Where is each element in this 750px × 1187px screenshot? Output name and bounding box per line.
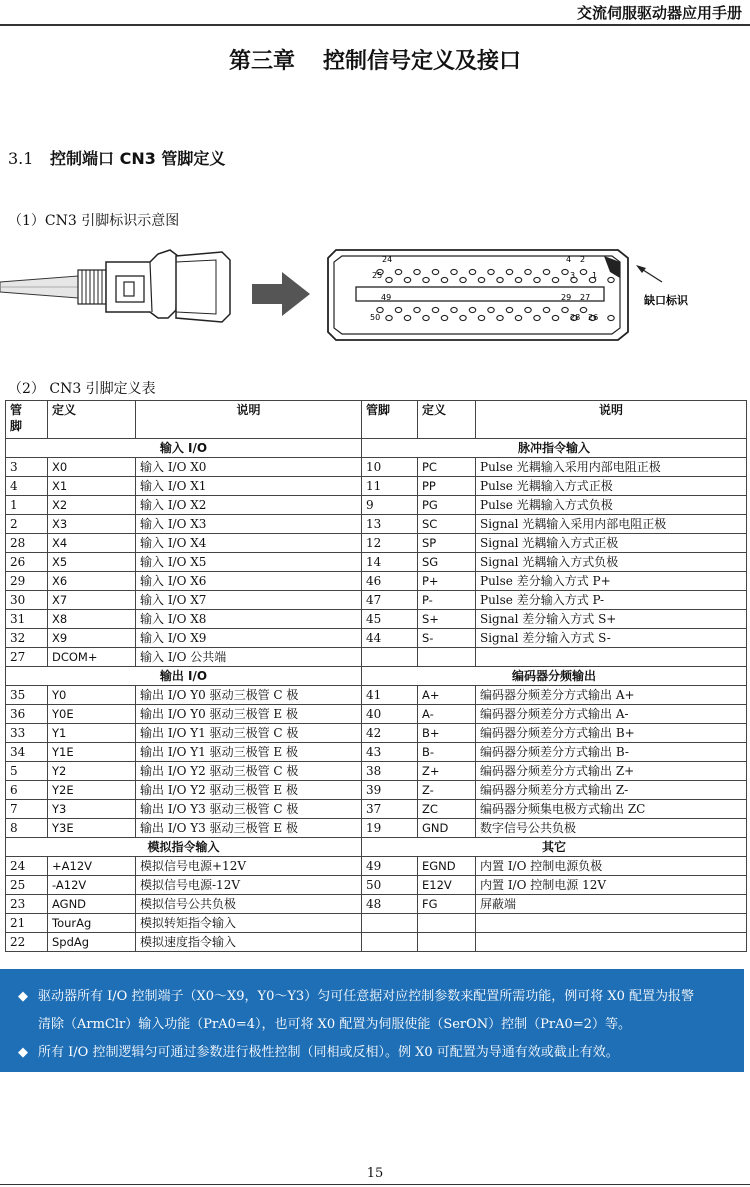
pin-hole <box>460 315 466 320</box>
pin-label-26: 26 <box>588 313 599 322</box>
description-cell: 编码器分频差分方式输出 Z+ <box>476 762 747 781</box>
definition-cell: A+ <box>418 686 476 705</box>
pin-cell: 33 <box>6 724 48 743</box>
description-cell: 模拟信号公共负极 <box>136 895 362 914</box>
header-rule <box>0 24 750 26</box>
description-cell: 输出 I/O Y2 驱动三极管 E 极 <box>136 781 362 800</box>
pin-cell: 45 <box>362 610 418 629</box>
pin-hole <box>386 315 392 320</box>
pin-label-1: 1 <box>592 271 598 280</box>
pin-label-24: 24 <box>382 255 393 264</box>
chapter-heading <box>0 44 750 75</box>
arrow-icon <box>252 272 310 316</box>
section-heading <box>8 146 225 169</box>
description-cell: 数字信号公共负极 <box>476 819 747 838</box>
pin-label-4: 4 <box>566 255 572 264</box>
pin-cell: 12 <box>362 534 418 553</box>
definition-cell: S- <box>418 629 476 648</box>
definition-cell: DCOM+ <box>48 648 136 667</box>
description-cell <box>476 933 747 952</box>
table-row <box>6 591 747 610</box>
pin-cell: 9 <box>362 496 418 515</box>
pin-hole <box>478 277 484 282</box>
pin-cell: 44 <box>362 629 418 648</box>
description-cell: 输入 I/O X2 <box>136 496 362 515</box>
pin-cell: 6 <box>6 781 48 800</box>
definition-cell: PG <box>418 496 476 515</box>
definition-cell: P+ <box>418 572 476 591</box>
description-cell: 输入 I/O X9 <box>136 629 362 648</box>
description-cell: 编码器分频差分方式输出 Z- <box>476 781 747 800</box>
pin-hole <box>414 307 420 312</box>
header-description: 说明 <box>136 401 362 439</box>
definition-cell: Y2 <box>48 762 136 781</box>
description-cell: 输入 I/O X4 <box>136 534 362 553</box>
pin-cell: 26 <box>6 553 48 572</box>
pin-cell: 50 <box>362 876 418 895</box>
description-cell: 模拟信号电源-12V <box>136 876 362 895</box>
definition-cell: GND <box>418 819 476 838</box>
definition-cell <box>418 933 476 952</box>
definition-cell: FG <box>418 895 476 914</box>
section-label-right: 脉冲指令输入 <box>362 439 747 458</box>
pin-cell <box>362 933 418 952</box>
definition-cell: P- <box>418 591 476 610</box>
description-cell: 输出 I/O Y1 驱动三极管 C 极 <box>136 724 362 743</box>
definition-cell: X9 <box>48 629 136 648</box>
description-cell: Pulse 光耦输入采用内部电阻正极 <box>476 458 747 477</box>
pin-cell: 4 <box>6 477 48 496</box>
pin-cell: 30 <box>6 591 48 610</box>
pin-hole <box>460 277 466 282</box>
table-row <box>6 762 747 781</box>
table-row <box>6 610 747 629</box>
definition-cell: +A12V <box>48 857 136 876</box>
description-cell: 编码器分频差分方式输出 A- <box>476 705 747 724</box>
pin-hole <box>515 277 521 282</box>
description-cell: 模拟信号电源+12V <box>136 857 362 876</box>
table-row <box>6 724 747 743</box>
description-cell: 输出 I/O Y0 驱动三极管 E 极 <box>136 705 362 724</box>
description-cell <box>476 648 747 667</box>
pin-label-2: 2 <box>580 255 586 264</box>
description-cell: 编码器分频差分方式输出 B+ <box>476 724 747 743</box>
pin-cell: 41 <box>362 686 418 705</box>
description-cell: 编码器分频差分方式输出 A+ <box>476 686 747 705</box>
header-pin: 管 脚 <box>6 401 48 439</box>
table-row <box>6 914 747 933</box>
section-label-right: 其它 <box>362 838 747 857</box>
definition-cell: TourAg <box>48 914 136 933</box>
definition-cell: X7 <box>48 591 136 610</box>
section-label-right: 编码器分频输出 <box>362 667 747 686</box>
header-definition-right: 定义 <box>418 401 476 439</box>
definition-cell: B- <box>418 743 476 762</box>
description-cell: Pulse 差分输入方式 P+ <box>476 572 747 591</box>
pin-hole <box>478 315 484 320</box>
pin-hole <box>608 315 614 320</box>
pin-cell: 34 <box>6 743 48 762</box>
pin-cell: 35 <box>6 686 48 705</box>
pin-cell: 43 <box>362 743 418 762</box>
description-cell: Signal 差分输入方式 S+ <box>476 610 747 629</box>
pin-hole <box>552 277 558 282</box>
description-cell: 内置 I/O 控制电源 12V <box>476 876 747 895</box>
section-title: 控制端口 CN3 管脚定义 <box>50 149 226 168</box>
pin-hole <box>580 307 586 312</box>
note-text-3: 所有 I/O 控制逻辑匀可通过参数进行极性控制（同相或反相）。例 X0 可配置为导通有效或截止有效。 <box>38 1045 619 1060</box>
table-row <box>6 477 747 496</box>
pin-cell: 11 <box>362 477 418 496</box>
section-number: 3.1 <box>8 149 34 168</box>
table-row <box>6 781 747 800</box>
pin-cell: 22 <box>6 933 48 952</box>
description-cell: Signal 差分输入方式 S- <box>476 629 747 648</box>
pin-cell: 38 <box>362 762 418 781</box>
definition-cell: X6 <box>48 572 136 591</box>
section-row <box>6 667 747 686</box>
pin-cell: 37 <box>362 800 418 819</box>
table-row <box>6 496 747 515</box>
definition-cell: Z+ <box>418 762 476 781</box>
table-row <box>6 876 747 895</box>
table-row <box>6 686 747 705</box>
definition-cell: X2 <box>48 496 136 515</box>
table-row <box>6 629 747 648</box>
pin-hole <box>525 269 531 274</box>
definition-cell <box>418 648 476 667</box>
description-cell: 输出 I/O Y2 驱动三极管 C 极 <box>136 762 362 781</box>
definition-cell: Z- <box>418 781 476 800</box>
description-cell: Signal 光耦输入方式负极 <box>476 553 747 572</box>
section-label-left: 模拟指令输入 <box>6 838 362 857</box>
page-number: 15 <box>366 1166 384 1181</box>
description-cell: Signal 光耦输入采用内部电阻正极 <box>476 515 747 534</box>
description-cell: 输入 I/O X3 <box>136 515 362 534</box>
pin-cell: 29 <box>6 572 48 591</box>
table-row <box>6 648 747 667</box>
pin-hole <box>451 269 457 274</box>
section-row <box>6 838 747 857</box>
definition-cell: X5 <box>48 553 136 572</box>
pin-label-50: 50 <box>370 313 381 322</box>
chapter-title: 控制信号定义及接口 <box>323 49 522 74</box>
pin-hole <box>432 269 438 274</box>
diamond-bullet-icon: ◆ <box>18 989 28 1004</box>
table-row <box>6 819 747 838</box>
note-box <box>0 969 744 1072</box>
pin-cell: 28 <box>6 534 48 553</box>
pin-cell: 14 <box>362 553 418 572</box>
figure-caption: （1）CN3 引脚标识示意图 <box>8 213 180 229</box>
definition-cell: Y1 <box>48 724 136 743</box>
pin-cell: 31 <box>6 610 48 629</box>
description-cell: Signal 光耦输入方式正极 <box>476 534 747 553</box>
definition-cell: A- <box>418 705 476 724</box>
description-cell: 输出 I/O Y3 驱动三极管 C 极 <box>136 800 362 819</box>
definition-cell: E12V <box>418 876 476 895</box>
definition-cell: -A12V <box>48 876 136 895</box>
pin-hole <box>377 307 383 312</box>
pin-hole <box>451 307 457 312</box>
table-row <box>6 515 747 534</box>
definition-cell <box>418 914 476 933</box>
pin-cell <box>362 914 418 933</box>
description-cell: 输入 I/O X1 <box>136 477 362 496</box>
pin-cell: 2 <box>6 515 48 534</box>
section-label-left: 输入 I/O <box>6 439 362 458</box>
table-row <box>6 534 747 553</box>
pin-cell: 24 <box>6 857 48 876</box>
definition-cell: Y3 <box>48 800 136 819</box>
description-cell: 编码器分频集电极方式输出 ZC <box>476 800 747 819</box>
table-row <box>6 458 747 477</box>
pin-cell: 39 <box>362 781 418 800</box>
pin-cell: 23 <box>6 895 48 914</box>
pin-hole <box>506 307 512 312</box>
pin-label-25: 25 <box>372 271 383 280</box>
description-cell: 屏蔽端 <box>476 895 747 914</box>
table-row <box>6 705 747 724</box>
table-row <box>6 800 747 819</box>
definition-cell: SpdAg <box>48 933 136 952</box>
definition-cell: ZC <box>418 800 476 819</box>
description-cell: 输入 I/O X6 <box>136 572 362 591</box>
pin-cell: 32 <box>6 629 48 648</box>
diamond-bullet-icon: ◆ <box>18 1045 28 1060</box>
definition-cell: Y3E <box>48 819 136 838</box>
pin-hole <box>543 307 549 312</box>
chapter-number: 第三章 <box>228 49 295 74</box>
pin-hole <box>414 269 420 274</box>
description-cell: 输出 I/O Y0 驱动三极管 C 极 <box>136 686 362 705</box>
definition-cell: X0 <box>48 458 136 477</box>
pin-hole <box>515 315 521 320</box>
description-cell: 输入 I/O 公共端 <box>136 648 362 667</box>
section-label-left: 输出 I/O <box>6 667 362 686</box>
description-cell: 编码器分频差分方式输出 B- <box>476 743 747 762</box>
table-row <box>6 933 747 952</box>
pin-cell: 46 <box>362 572 418 591</box>
notch-arrowhead-icon <box>636 265 646 273</box>
table-row <box>6 572 747 591</box>
definition-cell: X3 <box>48 515 136 534</box>
table-header-row <box>6 401 747 439</box>
description-cell: 内置 I/O 控制电源负极 <box>476 857 747 876</box>
pin-cell: 40 <box>362 705 418 724</box>
pin-hole <box>562 307 568 312</box>
pin-hole <box>534 277 540 282</box>
pin-hole <box>506 269 512 274</box>
pin-cell: 36 <box>6 705 48 724</box>
description-cell: 输出 I/O Y1 驱动三极管 E 极 <box>136 743 362 762</box>
description-cell: 模拟转矩指令输入 <box>136 914 362 933</box>
description-cell: Pulse 差分输入方式 P- <box>476 591 747 610</box>
pin-hole <box>423 277 429 282</box>
pin-hole <box>423 315 429 320</box>
pin-hole <box>552 315 558 320</box>
note-line-3 <box>18 1041 619 1060</box>
note-line-2 <box>18 1013 631 1032</box>
definition-cell: X1 <box>48 477 136 496</box>
pin-cell: 5 <box>6 762 48 781</box>
pin-cell: 25 <box>6 876 48 895</box>
pin-hole <box>534 315 540 320</box>
pin-hole <box>562 269 568 274</box>
pin-hole <box>469 307 475 312</box>
header-description-right: 说明 <box>476 401 747 439</box>
pin-hole <box>580 269 586 274</box>
definition-cell: Y1E <box>48 743 136 762</box>
pin-cell: 48 <box>362 895 418 914</box>
description-cell <box>476 914 747 933</box>
pin-hole <box>386 277 392 282</box>
header-definition: 定义 <box>48 401 136 439</box>
pin-hole <box>469 269 475 274</box>
pin-hole <box>488 269 494 274</box>
note-text-2: 清除（ArmClr）输入功能（PrA0=4），也可将 X0 配置为伺服使能（SerON）控制（PrA0=2）等。 <box>38 1017 631 1032</box>
notch-label: 缺口标识 <box>644 294 688 307</box>
cable-illustration <box>0 250 230 322</box>
pin-hole <box>404 277 410 282</box>
pin-hole <box>497 277 503 282</box>
definition-cell: X4 <box>48 534 136 553</box>
pin-cell: 27 <box>6 648 48 667</box>
footer-rule <box>0 1184 750 1185</box>
definition-cell: SG <box>418 553 476 572</box>
pin-cell: 1 <box>6 496 48 515</box>
definition-cell: PP <box>418 477 476 496</box>
description-cell: 输入 I/O X7 <box>136 591 362 610</box>
description-cell: 输出 I/O Y3 驱动三极管 E 极 <box>136 819 362 838</box>
note-line-1 <box>18 985 694 1004</box>
pin-label-27: 27 <box>580 293 591 302</box>
pin-hole <box>543 269 549 274</box>
definition-cell: EGND <box>418 857 476 876</box>
table-row <box>6 857 747 876</box>
description-cell: 模拟速度指令输入 <box>136 933 362 952</box>
pin-cell: 21 <box>6 914 48 933</box>
description-cell: Pulse 光耦输入方式负极 <box>476 496 747 515</box>
table-caption: （2） CN3 引脚定义表 <box>8 381 156 397</box>
manual-title: 交流伺服驱动器应用手册 <box>576 4 742 22</box>
pin-cell: 49 <box>362 857 418 876</box>
pin-label-28: 28 <box>570 313 581 322</box>
pin-cell: 8 <box>6 819 48 838</box>
table-row <box>6 553 747 572</box>
pin-cell: 7 <box>6 800 48 819</box>
pin-hole <box>432 307 438 312</box>
pin-cell: 47 <box>362 591 418 610</box>
table-row <box>6 895 747 914</box>
definition-cell: X8 <box>48 610 136 629</box>
definition-cell: Y0E <box>48 705 136 724</box>
pin-cell: 42 <box>362 724 418 743</box>
pin-label-49: 49 <box>381 293 392 302</box>
definition-cell: S+ <box>418 610 476 629</box>
pin-hole <box>488 307 494 312</box>
table-row <box>6 743 747 762</box>
definition-cell: SC <box>418 515 476 534</box>
pin-cell: 13 <box>362 515 418 534</box>
pin-hole <box>525 307 531 312</box>
definition-cell: AGND <box>48 895 136 914</box>
description-cell: 输入 I/O X5 <box>136 553 362 572</box>
pin-cell: 19 <box>362 819 418 838</box>
pin-hole <box>441 315 447 320</box>
note-text-1: 驱动器所有 I/O 控制端子（X0～X9，Y0～Y3）匀可任意据对应控制参数来配置所需功能，例可将 X0 配置为报警 <box>38 989 694 1004</box>
pin-hole <box>441 277 447 282</box>
pin-definition-table <box>5 400 747 952</box>
pin-label-3: 3 <box>570 271 576 280</box>
pin-cell: 3 <box>6 458 48 477</box>
pin-hole <box>395 307 401 312</box>
header-pin-right: 管脚 <box>362 401 418 439</box>
pin-label-29: 29 <box>561 293 572 302</box>
definition-cell: PC <box>418 458 476 477</box>
pin-hole <box>395 269 401 274</box>
pin-cell: 10 <box>362 458 418 477</box>
description-cell: 输入 I/O X8 <box>136 610 362 629</box>
pin-cell <box>362 648 418 667</box>
definition-cell: Y0 <box>48 686 136 705</box>
section-row <box>6 439 747 458</box>
definition-cell: Y2E <box>48 781 136 800</box>
definition-cell: B+ <box>418 724 476 743</box>
cn3-pin-diagram <box>0 232 750 352</box>
description-cell: Pulse 光耦输入方式正极 <box>476 477 747 496</box>
description-cell: 输入 I/O X0 <box>136 458 362 477</box>
definition-cell: SP <box>418 534 476 553</box>
pin-hole <box>497 315 503 320</box>
pin-hole <box>404 315 410 320</box>
pin-hole <box>608 277 614 282</box>
